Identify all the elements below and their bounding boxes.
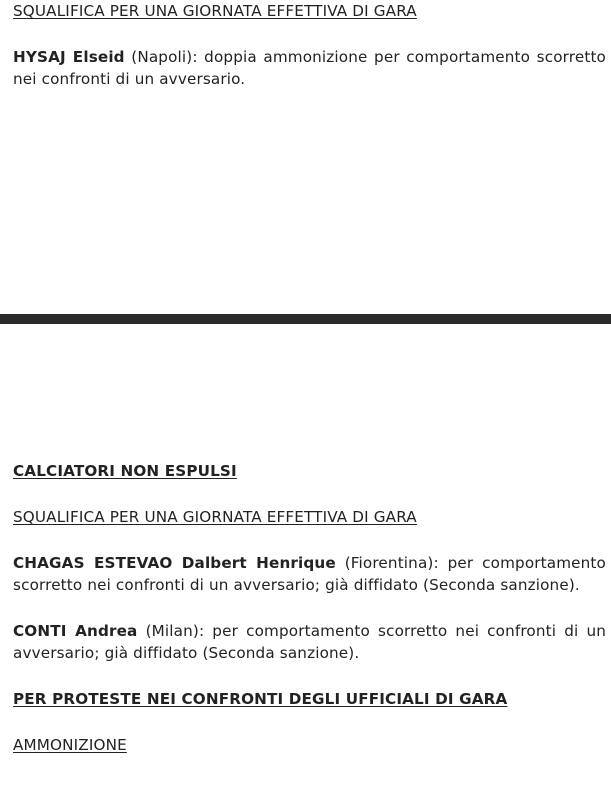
sanction-heading: SQUALIFICA PER UNA GIORNATA EFFETTIVA DI GARA: [13, 508, 417, 526]
player-name: HYSAJ Elseid: [13, 48, 125, 66]
bottom-page-fragment: [13, 460, 606, 756]
spacer: [13, 664, 606, 688]
entry-text: : per comportamento scorretto nei confronti di un avversario; già diffidato (Seconda sanzione).: [13, 554, 606, 594]
spacer: [13, 22, 606, 46]
player-club: (Napoli): [131, 48, 193, 66]
disciplinary-entry: [13, 552, 606, 596]
ammonizione-heading: AMMONIZIONE: [13, 736, 127, 754]
entry-text: : per comportamento scorretto nei confronti di un avversario; già diffidato (Seconda sanzione).: [13, 622, 607, 662]
protest-heading: PER PROTESTE NEI CONFRONTI DEGLI UFFICIALI DI GARA: [13, 690, 508, 708]
page-divider: [0, 314, 611, 324]
player-club: (Fiorentina): [344, 554, 434, 572]
player-name: CHAGAS ESTEVAO Dalbert Henrique: [13, 554, 336, 572]
disciplinary-entry: [13, 620, 606, 664]
spacer: [13, 596, 606, 620]
spacer: [13, 710, 606, 734]
spacer: [13, 528, 606, 552]
player-name: CONTI Andrea: [13, 622, 138, 640]
player-club: (Milan): [145, 622, 199, 640]
disciplinary-entry: [13, 46, 606, 90]
sanction-heading-top: SQUALIFICA PER UNA GIORNATA EFFETTIVA DI GARA: [13, 2, 417, 20]
top-page-fragment: [13, 0, 606, 90]
entry-text: : doppia ammonizione per comportamento scorretto nei confronti di un avversario.: [13, 48, 606, 88]
spacer: [13, 482, 606, 506]
category-heading: CALCIATORI NON ESPULSI: [13, 462, 237, 480]
